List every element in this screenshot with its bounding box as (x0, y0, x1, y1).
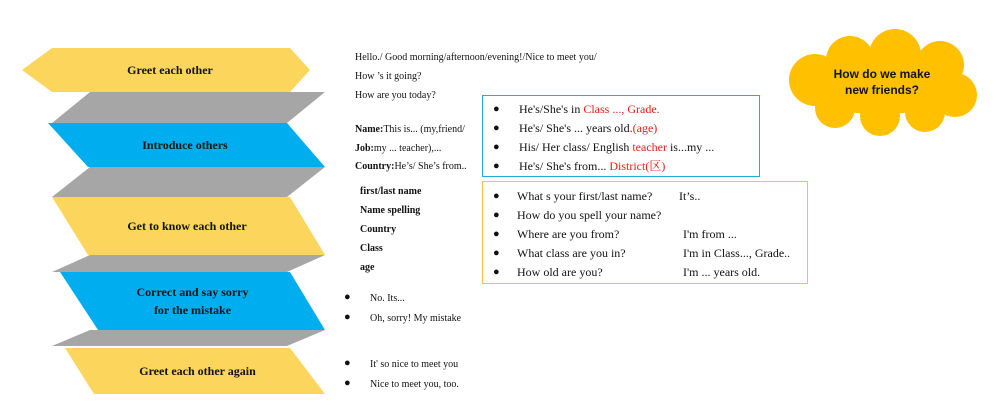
correct-line: Oh, sorry! My mistake (370, 313, 462, 324)
introduce-text: my ... teacher),... (373, 143, 442, 154)
introduce-phrase-text (519, 120, 657, 136)
highlight-text: teacher (632, 140, 667, 154)
introduce-line (355, 161, 467, 173)
plain-text: His/ Her class/ English (519, 140, 633, 154)
highlight-text: (age) (632, 121, 658, 135)
introduce-phrase-text (519, 158, 665, 174)
know-answer: I'm in Class..., Grade.. (683, 246, 791, 260)
bullet: ● (493, 160, 500, 172)
plain-text: is...my ... (666, 140, 715, 154)
introduce-line (355, 124, 465, 136)
know-answer: I'm from ... (683, 227, 737, 241)
bullet: ● (493, 141, 500, 153)
know-question: What s your first/last name? (517, 189, 653, 203)
plain-text: He's/She's in (519, 102, 584, 116)
know-answer: I'm ... years old. (683, 265, 761, 279)
introduce-key: Country: (355, 161, 395, 172)
bullet: ● (344, 311, 351, 323)
bullet: ● (344, 357, 351, 369)
introduce-phrase-text (519, 139, 714, 155)
highlight-text: Class ..., Grade. (583, 102, 660, 116)
greet-line: Hello./ Good morning/afternoon/evening!/Nice to meet you/ (355, 52, 597, 63)
highlight-text: District(区) (609, 159, 666, 173)
bullet: ● (493, 209, 500, 221)
cloud-question: How do we make new friends? (833, 67, 931, 97)
bullet: ● (493, 266, 500, 278)
connector-3 (52, 255, 325, 272)
bullet: ● (493, 247, 500, 259)
know-topic: age (360, 262, 375, 273)
connector-2 (52, 167, 325, 197)
again-line: Nice to meet you, too. (370, 379, 459, 390)
greet-line: How ’s it going? (355, 71, 422, 82)
introduce-phrases-box (482, 95, 760, 177)
step-greet-label: Greet each other (127, 63, 213, 77)
bullet: ● (493, 190, 500, 202)
know-answer: It’s.. (679, 189, 701, 203)
step-again-label: Greet each other again (139, 364, 256, 378)
introduce-text: He’s/ She’s from.. (394, 161, 467, 172)
know-question: What class are you in? (517, 246, 626, 260)
know-questions-box (482, 181, 808, 284)
introduce-line (355, 143, 441, 155)
introduce-phrase-text (519, 101, 660, 117)
know-question: Where are you from? (517, 227, 620, 241)
bullet: ● (344, 291, 351, 303)
again-line: It' so nice to meet you (370, 359, 459, 370)
connector-4 (52, 330, 325, 346)
introduce-key: Name: (355, 124, 384, 135)
step-correct-label: Correct and say sorry for the mistake (136, 285, 249, 317)
introduce-text: This is... (my,friend/ (383, 124, 465, 135)
bullet: ● (493, 228, 500, 240)
know-question: How do you spell your name? (517, 208, 662, 222)
greet-line: How are you today? (355, 90, 436, 101)
plain-text: He's/ She's from... (519, 159, 610, 173)
know-topic: first/last name (360, 186, 422, 197)
bullet: ● (344, 377, 351, 389)
bullet: ● (493, 122, 500, 134)
know-topic: Country (360, 224, 397, 235)
plain-text: He's/ She's ... years old. (519, 121, 633, 135)
step-know-label: Get to know each other (127, 219, 247, 233)
correct-line: No. Its... (370, 293, 405, 304)
know-question: How old are you? (517, 265, 603, 279)
bullet: ● (493, 103, 500, 115)
introduce-key: Job: (355, 143, 374, 154)
connector-1 (52, 92, 325, 123)
step-introduce-label: Introduce others (142, 138, 228, 152)
know-topic: Name spelling (360, 205, 421, 216)
know-topic: Class (360, 243, 383, 254)
